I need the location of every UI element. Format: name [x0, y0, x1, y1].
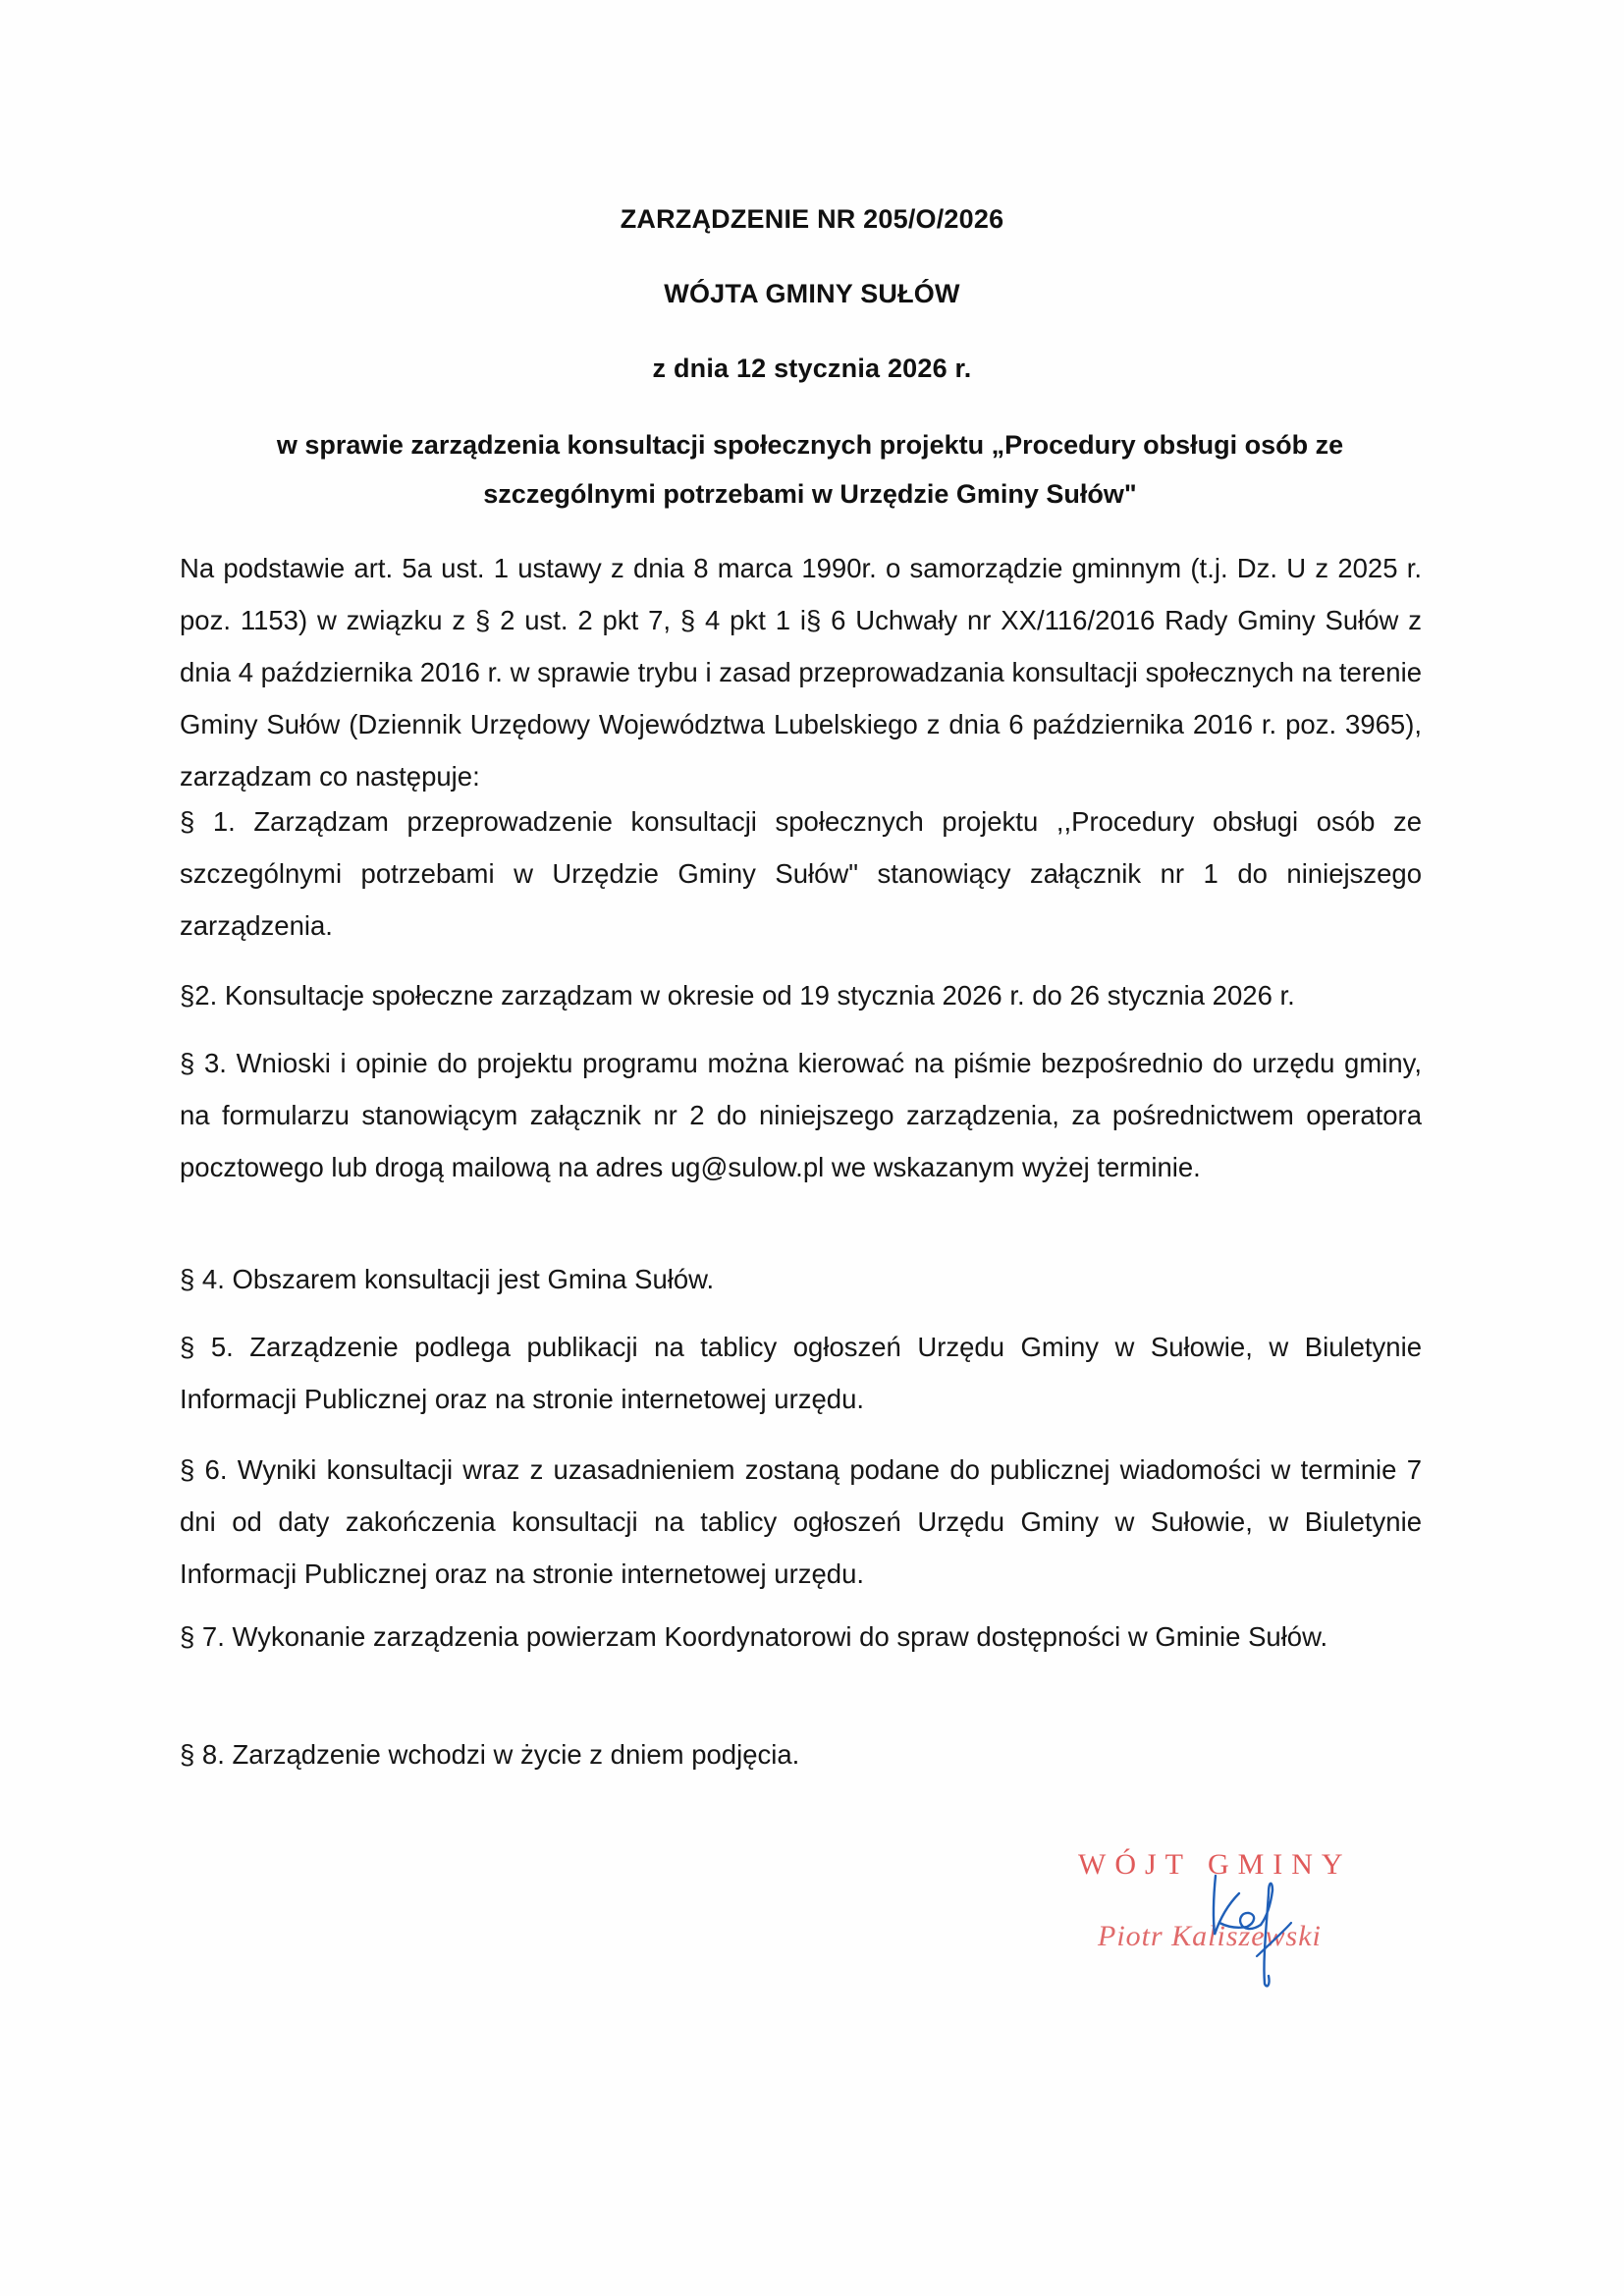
section-1: § 1. Zarządzam przeprowadzenie konsultacji społecznych projektu ,,Procedury obsługi osób ze szczególnymi potrzebami w Urzędzie Gminy Sułów" stanowiący załącznik nr 1 do niniejszego zarządzenia. — [180, 806, 1422, 941]
section-2: §2. Konsultacje społeczne zarządzam w okresie od 19 stycznia 2026 r. do 26 stycznia 2026 r. — [180, 980, 1295, 1011]
section-4: § 4. Obszarem konsultacji jest Gmina Sułów. — [180, 1264, 715, 1294]
legal-basis-paragraph: Na podstawie art. 5a ust. 1 ustawy z dnia 8 marca 1990r. o samorządzie gminnym (t.j. Dz. U z 2025 r. poz. 1153) w związku z § 2 ust. 2 pkt 7, § 4 pkt 1 i§ 6 Uchwały nr XX/116/2016 Rady Gminy Sułów z dnia 4 października 2016 r. w sprawie trybu i zasad przeprowadzania konsultacji społecznych na terenie Gminy Sułów (Dziennik Urzędowy Województwa Lubelskiego z dnia 6 października 2016 r. poz. 3965), zarządzam co następuje: — [180, 553, 1422, 792]
signature-icon — [1198, 1866, 1316, 1994]
section-3: § 3. Wnioski i opinie do projektu programu można kierować na piśmie bezpośrednio do urzędu gminy, na formularzu stanowiącym załącznik nr 2 do niniejszego zarządzenia, za pośrednictwem operatora pocztowego lub drogą mailową na adres ug@sulow.pl we wskazanym wyżej terminie. — [180, 1048, 1422, 1182]
issuing-authority: WÓJTA GMINY SUŁÓW — [664, 279, 960, 308]
section-7: § 7. Wykonanie zarządzenia powierzam Koordynatorowi do spraw dostępności w Gminie Sułów. — [180, 1621, 1328, 1652]
stamp-title: WÓJT GMINY — [1078, 1848, 1352, 1881]
stamp-name: Piotr Kaliszewski — [1098, 1920, 1322, 1952]
section-8: § 8. Zarządzenie wchodzi w życie z dniem podjęcia. — [180, 1739, 800, 1770]
section-6: § 6. Wyniki konsultacji wraz z uzasadnieniem zostaną podane do publicznej wiadomości w terminie 7 dni od daty zakończenia konsultacji na tablicy ogłoszeń Urzędu Gminy w Sułowie, w Biuletynie Informacji Publicznej oraz na stronie internetowej urzędu. — [180, 1454, 1422, 1589]
subject-line-2: szczególnymi potrzebami w Urzędzie Gminy Sułów" — [483, 479, 1137, 509]
ordinance-title: ZARZĄDZENIE NR 205/O/2026 — [620, 204, 1004, 234]
ordinance-subject — [196, 420, 1424, 519]
subject-line-1: w sprawie zarządzenia konsultacji społecznych projektu „Procedury obsługi osób ze — [276, 430, 1344, 460]
ordinance-date: z dnia 12 stycznia 2026 r. — [652, 354, 972, 383]
official-stamp — [1060, 1827, 1394, 1984]
section-5: § 5. Zarządzenie podlega publikacji na tablicy ogłoszeń Urzędu Gminy w Sułowie, w Biuletynie Informacji Publicznej oraz na stronie internetowej urzędu. — [180, 1332, 1422, 1414]
